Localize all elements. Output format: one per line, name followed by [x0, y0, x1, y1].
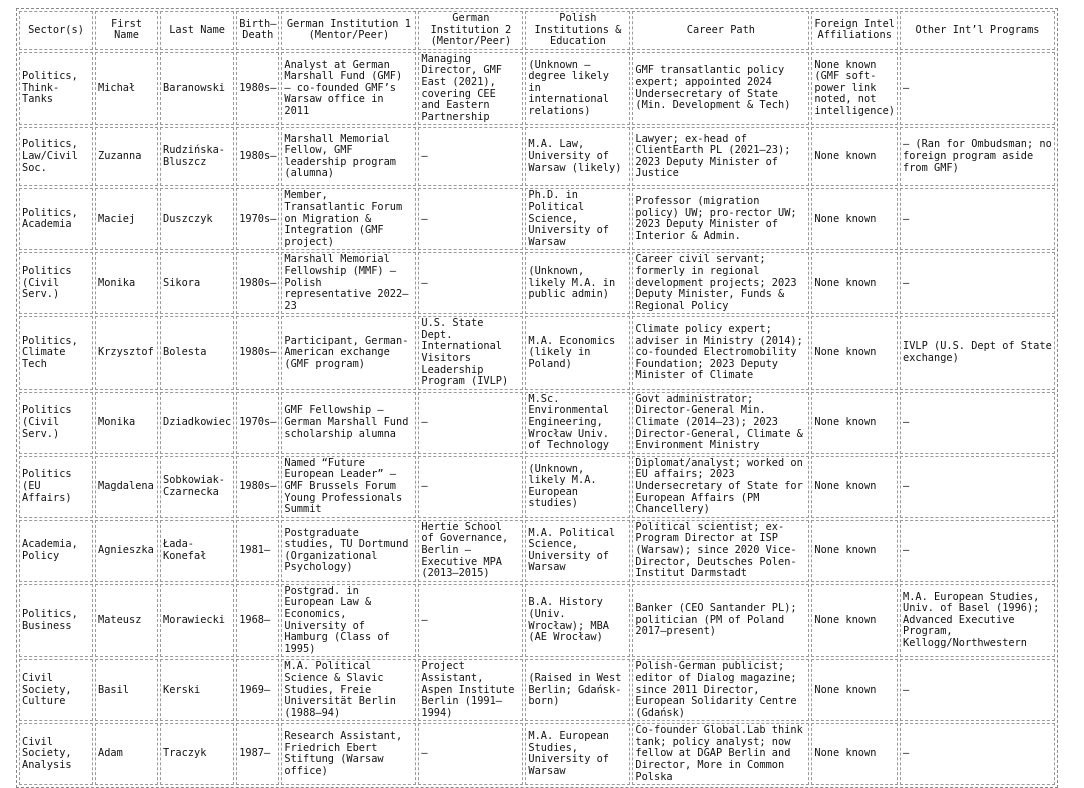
first-name-cell: Mateusz: [95, 584, 158, 658]
sectors-cell: Civil Society, Analysis: [19, 723, 93, 785]
german-institution-2-cell: U.S. State Dept. International Visitors Leadership Program (IVLP): [418, 316, 523, 390]
last-name-cell: Duszczyk: [160, 188, 234, 250]
sectors-cell: Politics, Think-Tanks: [19, 52, 93, 126]
first-name-cell: Magdalena: [95, 456, 158, 518]
foreign-intel-cell: None known: [811, 520, 898, 582]
foreign-intel-cell: None known: [811, 723, 898, 785]
header-polish-institutions: Polish Institutions & Education: [525, 11, 630, 50]
table-row: [19, 456, 1055, 518]
first-name-cell: Monika: [95, 252, 158, 314]
polish-institutions-cell: M.Sc. Environmental Engineering, Wrocław Univ. of Technology: [525, 392, 630, 454]
german-institution-2-cell: –: [418, 392, 523, 454]
last-name-cell: Dziadkowiec: [160, 392, 234, 454]
career-path-cell: GMF transatlantic policy expert; appointed 2024 Undersecretary of State (Min. Development & Tech): [632, 52, 809, 126]
other-programs-cell: –: [900, 520, 1055, 582]
last-name-cell: Sikora: [160, 252, 234, 314]
german-institution-2-cell: Hertie School of Governance, Berlin – Executive MPA (2013–2015): [418, 520, 523, 582]
header-german-institution-2: German Institution 2 (Mentor/Peer): [418, 11, 523, 50]
foreign-intel-cell: None known: [811, 316, 898, 390]
german-institution-2-cell: Managing Director, GMF East (2021), covering CEE and Eastern Partnership: [418, 52, 523, 126]
birth-death-cell: 1980s–: [236, 52, 279, 126]
polish-institutions-cell: B.A. History (Univ. Wrocław); MBA (AE Wrocław): [525, 584, 630, 658]
first-name-cell: Basil: [95, 659, 158, 721]
foreign-intel-cell: None known: [811, 584, 898, 658]
german-institution-1-cell: Member, Transatlantic Forum on Migration & Integration (GMF project): [281, 188, 416, 250]
foreign-intel-cell: None known: [811, 659, 898, 721]
first-name-cell: Agnieszka: [95, 520, 158, 582]
career-path-cell: Polish-German publicist; editor of Dialog magazine; since 2011 Director, European Solidarity Centre (Gdańsk): [632, 659, 809, 721]
sectors-cell: Politics, Climate Tech: [19, 316, 93, 390]
header-career-path: Career Path: [632, 11, 809, 50]
german-institution-2-cell: –: [418, 584, 523, 658]
other-programs-cell: IVLP (U.S. Dept of State exchange): [900, 316, 1055, 390]
foreign-intel-cell: None known (GMF soft-power link noted, not intelligence): [811, 52, 898, 126]
sectors-cell: Civil Society, Culture: [19, 659, 93, 721]
birth-death-cell: 1970s–: [236, 188, 279, 250]
document-page: [16, 8, 1058, 788]
first-name-cell: Krzysztof: [95, 316, 158, 390]
career-path-cell: Diplomat/analyst; worked on EU affairs; 2023 Undersecretary of State for European Affairs (PM Chancellery): [632, 456, 809, 518]
last-name-cell: Bolesta: [160, 316, 234, 390]
header-first-name: First Name: [95, 11, 158, 50]
table-row: [19, 520, 1055, 582]
birth-death-cell: 1980s–: [236, 316, 279, 390]
career-path-cell: Climate policy expert; adviser in Ministry (2014); co-founded Electromobility Foundation; 2023 Deputy Minister of Climate: [632, 316, 809, 390]
career-path-cell: Political scientist; ex-Program Director at ISP (Warsaw); since 2020 Vice-Director, Deutsches Polen-Institut Darmstadt: [632, 520, 809, 582]
german-institution-1-cell: Participant, German-American exchange (GMF program): [281, 316, 416, 390]
german-institution-2-cell: –: [418, 188, 523, 250]
other-programs-cell: – (Ran for Ombudsman; no foreign program aside from GMF): [900, 127, 1055, 186]
last-name-cell: Traczyk: [160, 723, 234, 785]
birth-death-cell: 1980s–: [236, 127, 279, 186]
sectors-cell: Politics, Law/Civil Soc.: [19, 127, 93, 186]
header-sectors: Sector(s): [19, 11, 93, 50]
career-path-cell: Banker (CEO Santander PL); politician (PM of Poland 2017–present): [632, 584, 809, 658]
other-programs-cell: –: [900, 659, 1055, 721]
other-programs-cell: M.A. European Studies, Univ. of Basel (1996); Advanced Executive Program, Kellogg/Northwestern: [900, 584, 1055, 658]
german-institution-1-cell: M.A. Political Science & Slavic Studies, Freie Universität Berlin (1988–94): [281, 659, 416, 721]
polish-institutions-cell: M.A. Economics (likely in Poland): [525, 316, 630, 390]
other-programs-cell: –: [900, 252, 1055, 314]
german-institution-1-cell: Postgrad. in European Law & Economics, University of Hamburg (Class of 1995): [281, 584, 416, 658]
foreign-intel-cell: None known: [811, 188, 898, 250]
sectors-cell: Politics, Academia: [19, 188, 93, 250]
career-path-cell: Career civil servant; formerly in regional development projects; 2023 Deputy Minister, Funds & Regional Policy: [632, 252, 809, 314]
header-birth-death: Birth–Death: [236, 11, 279, 50]
people-table: [16, 8, 1058, 788]
first-name-cell: Monika: [95, 392, 158, 454]
polish-institutions-cell: M.A. European Studies, University of Warsaw: [525, 723, 630, 785]
other-programs-cell: –: [900, 456, 1055, 518]
other-programs-cell: –: [900, 52, 1055, 126]
german-institution-2-cell: –: [418, 456, 523, 518]
sectors-cell: Politics (EU Affairs): [19, 456, 93, 518]
german-institution-2-cell: –: [418, 723, 523, 785]
header-german-institution-1: German Institution 1 (Mentor/Peer): [281, 11, 416, 50]
table-row: [19, 252, 1055, 314]
polish-institutions-cell: (Unknown, likely M.A. European studies): [525, 456, 630, 518]
birth-death-cell: 1980s–: [236, 456, 279, 518]
last-name-cell: Łada-Konefał: [160, 520, 234, 582]
birth-death-cell: 1980s–: [236, 252, 279, 314]
last-name-cell: Baranowski: [160, 52, 234, 126]
table-row: [19, 584, 1055, 658]
birth-death-cell: 1981–: [236, 520, 279, 582]
first-name-cell: Zuzanna: [95, 127, 158, 186]
table-row: [19, 723, 1055, 785]
other-programs-cell: –: [900, 188, 1055, 250]
career-path-cell: Co-founder Global.Lab think tank; policy analyst; now fellow at DGAP Berlin and Director, More in Common Polska: [632, 723, 809, 785]
sectors-cell: Politics (Civil Serv.): [19, 252, 93, 314]
foreign-intel-cell: None known: [811, 252, 898, 314]
polish-institutions-cell: (Raised in West Berlin; Gdańsk-born): [525, 659, 630, 721]
german-institution-2-cell: Project Assistant, Aspen Institute Berlin (1991–1994): [418, 659, 523, 721]
table-row: [19, 392, 1055, 454]
foreign-intel-cell: None known: [811, 392, 898, 454]
german-institution-2-cell: –: [418, 252, 523, 314]
table-row: [19, 316, 1055, 390]
header-last-name: Last Name: [160, 11, 234, 50]
german-institution-1-cell: Postgraduate studies, TU Dortmund (Organizational Psychology): [281, 520, 416, 582]
birth-death-cell: 1969–: [236, 659, 279, 721]
birth-death-cell: 1970s–: [236, 392, 279, 454]
first-name-cell: Maciej: [95, 188, 158, 250]
polish-institutions-cell: M.A. Political Science, University of Warsaw: [525, 520, 630, 582]
last-name-cell: Kerski: [160, 659, 234, 721]
polish-institutions-cell: M.A. Law, University of Warsaw (likely): [525, 127, 630, 186]
table-row: [19, 127, 1055, 186]
career-path-cell: Lawyer; ex-head of ClientEarth PL (2021–23); 2023 Deputy Minister of Justice: [632, 127, 809, 186]
german-institution-1-cell: Named “Future European Leader” – GMF Brussels Forum Young Professionals Summit: [281, 456, 416, 518]
career-path-cell: Govt administrator; Director-General Min. Climate (2014–23); 2023 Director-General, Climate & Environment Ministry: [632, 392, 809, 454]
sectors-cell: Academia, Policy: [19, 520, 93, 582]
german-institution-1-cell: Marshall Memorial Fellowship (MMF) – Polish representative 2022–23: [281, 252, 416, 314]
foreign-intel-cell: None known: [811, 456, 898, 518]
sectors-cell: Politics, Business: [19, 584, 93, 658]
table-row: [19, 52, 1055, 126]
career-path-cell: Professor (migration policy) UW; pro-rector UW; 2023 Deputy Minister of Interior & Admin.: [632, 188, 809, 250]
last-name-cell: Sobkowiak-Czarnecka: [160, 456, 234, 518]
polish-institutions-cell: (Unknown – degree likely in international relations): [525, 52, 630, 126]
header-foreign-intel: Foreign Intel Affiliations: [811, 11, 898, 50]
birth-death-cell: 1968–: [236, 584, 279, 658]
table-row: [19, 659, 1055, 721]
german-institution-1-cell: Analyst at German Marshall Fund (GMF) – co-founded GMF’s Warsaw office in 2011: [281, 52, 416, 126]
table-row: [19, 188, 1055, 250]
german-institution-1-cell: Marshall Memorial Fellow, GMF leadership program (alumna): [281, 127, 416, 186]
foreign-intel-cell: None known: [811, 127, 898, 186]
header-row: [19, 11, 1055, 50]
sectors-cell: Politics (Civil Serv.): [19, 392, 93, 454]
polish-institutions-cell: Ph.D. in Political Science, University of Warsaw: [525, 188, 630, 250]
first-name-cell: Adam: [95, 723, 158, 785]
german-institution-2-cell: –: [418, 127, 523, 186]
polish-institutions-cell: (Unknown, likely M.A. in public admin): [525, 252, 630, 314]
first-name-cell: Michał: [95, 52, 158, 126]
last-name-cell: Morawiecki: [160, 584, 234, 658]
german-institution-1-cell: GMF Fellowship – German Marshall Fund scholarship alumna: [281, 392, 416, 454]
last-name-cell: Rudzińska-Bluszcz: [160, 127, 234, 186]
birth-death-cell: 1987–: [236, 723, 279, 785]
other-programs-cell: –: [900, 392, 1055, 454]
german-institution-1-cell: Research Assistant, Friedrich Ebert Stiftung (Warsaw office): [281, 723, 416, 785]
other-programs-cell: –: [900, 723, 1055, 785]
header-other-programs: Other Int’l Programs: [900, 11, 1055, 50]
